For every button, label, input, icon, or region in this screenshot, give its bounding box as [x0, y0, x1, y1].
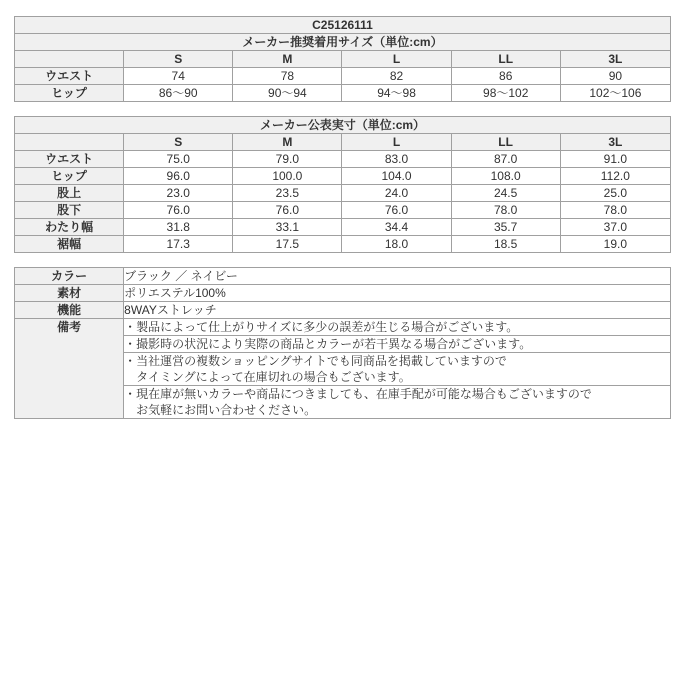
row-label: 股上: [15, 185, 124, 202]
table-row-waist: [15, 151, 671, 168]
detail-label: 素材: [15, 285, 124, 302]
size-value: 90～94: [233, 85, 342, 102]
size-value: 91.0: [560, 151, 670, 168]
col-header-m: M: [233, 51, 342, 68]
detail-label: カラー: [15, 268, 124, 285]
size-value: 24.0: [342, 185, 451, 202]
col-header-s: S: [124, 134, 233, 151]
size-value: 86～90: [124, 85, 233, 102]
size-value: 17.3: [124, 236, 233, 253]
detail-value-color: ブラック ／ ネイビー: [124, 268, 671, 285]
size-value: 31.8: [124, 219, 233, 236]
size-header-row: [15, 51, 671, 68]
size-value: 17.5: [233, 236, 342, 253]
table-row-hem-width: [15, 236, 671, 253]
row-label: ウエスト: [15, 68, 124, 85]
size-value: 90: [560, 68, 670, 85]
note-item: [124, 353, 671, 386]
recommended-table-title: メーカー推奨着用サイズ（単位:cm）: [15, 34, 671, 51]
size-value: 82: [342, 68, 451, 85]
size-value: 34.4: [342, 219, 451, 236]
col-header-ll: LL: [451, 134, 560, 151]
size-value: 24.5: [451, 185, 560, 202]
product-code: C25126111: [15, 17, 671, 34]
note-text: ・現在庫が無いカラーや商品につきましても、在庫手配が可能な場合もございますので: [124, 387, 592, 401]
note-item: [124, 336, 671, 353]
detail-row-material: [15, 285, 671, 302]
size-value: 100.0: [233, 168, 342, 185]
size-value: 78.0: [560, 202, 670, 219]
col-header-s: S: [124, 51, 233, 68]
notes-label: 備考: [15, 319, 124, 419]
measured-size-table: [14, 116, 671, 253]
size-value: 23.5: [233, 185, 342, 202]
row-label: ヒップ: [15, 168, 124, 185]
detail-label: 機能: [15, 302, 124, 319]
table-row-rise: [15, 185, 671, 202]
size-value: 37.0: [560, 219, 670, 236]
size-value: 83.0: [342, 151, 451, 168]
row-label: わたり幅: [15, 219, 124, 236]
note-text: ・当社運営の複数ショッピングサイトでも同商品を掲載していますので: [124, 354, 507, 368]
size-value: 76.0: [342, 202, 451, 219]
note-item: [124, 319, 671, 336]
table-row-inseam: [15, 202, 671, 219]
size-value: 78: [233, 68, 342, 85]
recommended-size-table: [14, 16, 671, 102]
row-label: 股下: [15, 202, 124, 219]
size-value: 75.0: [124, 151, 233, 168]
product-details-table: [14, 267, 671, 419]
size-value: 76.0: [233, 202, 342, 219]
notes-row-1: [15, 319, 671, 336]
size-value: 76.0: [124, 202, 233, 219]
note-text: タイミングによって在庫切れの場合もございます。: [136, 370, 411, 384]
col-header-l: L: [342, 134, 451, 151]
size-value: 104.0: [342, 168, 451, 185]
detail-row-function: [15, 302, 671, 319]
size-value: 78.0: [451, 202, 560, 219]
size-value: 79.0: [233, 151, 342, 168]
table-row-thigh-width: [15, 219, 671, 236]
size-value: 94～98: [342, 85, 451, 102]
table-row-hip: [15, 85, 671, 102]
table-title-row: [15, 117, 671, 134]
size-value: 86: [451, 68, 560, 85]
size-value: 35.7: [451, 219, 560, 236]
size-value: 87.0: [451, 151, 560, 168]
note-text: お気軽にお問い合わせください。: [136, 403, 317, 417]
detail-value-material: ポリエステル100%: [124, 285, 671, 302]
corner-cell: [15, 134, 124, 151]
col-header-ll: LL: [451, 51, 560, 68]
size-value: 74: [124, 68, 233, 85]
col-header-3l: 3L: [560, 51, 670, 68]
corner-cell: [15, 51, 124, 68]
size-value: 18.0: [342, 236, 451, 253]
size-value: 96.0: [124, 168, 233, 185]
size-value: 112.0: [560, 168, 670, 185]
size-value: 102～106: [560, 85, 670, 102]
measured-table-title: メーカー公表実寸（単位:cm）: [15, 117, 671, 134]
row-label: ウエスト: [15, 151, 124, 168]
table-row-hip: [15, 168, 671, 185]
table-row-waist: [15, 68, 671, 85]
table-title-row: [15, 34, 671, 51]
size-value: 23.0: [124, 185, 233, 202]
col-header-l: L: [342, 51, 451, 68]
note-text: ・製品によって仕上がりサイズに多少の誤差が生じる場合がございます。: [124, 320, 519, 334]
col-header-m: M: [233, 134, 342, 151]
detail-value-function: 8WAYストレッチ: [124, 302, 671, 319]
size-value: 98～102: [451, 85, 560, 102]
note-item: [124, 386, 671, 419]
row-label: 裾幅: [15, 236, 124, 253]
size-header-row: [15, 134, 671, 151]
product-code-row: [15, 17, 671, 34]
size-value: 33.1: [233, 219, 342, 236]
detail-row-color: [15, 268, 671, 285]
note-text: ・撮影時の状況により実際の商品とカラーが若干異なる場合がございます。: [124, 337, 532, 351]
col-header-3l: 3L: [560, 134, 670, 151]
row-label: ヒップ: [15, 85, 124, 102]
size-value: 19.0: [560, 236, 670, 253]
size-value: 18.5: [451, 236, 560, 253]
size-value: 108.0: [451, 168, 560, 185]
size-value: 25.0: [560, 185, 670, 202]
